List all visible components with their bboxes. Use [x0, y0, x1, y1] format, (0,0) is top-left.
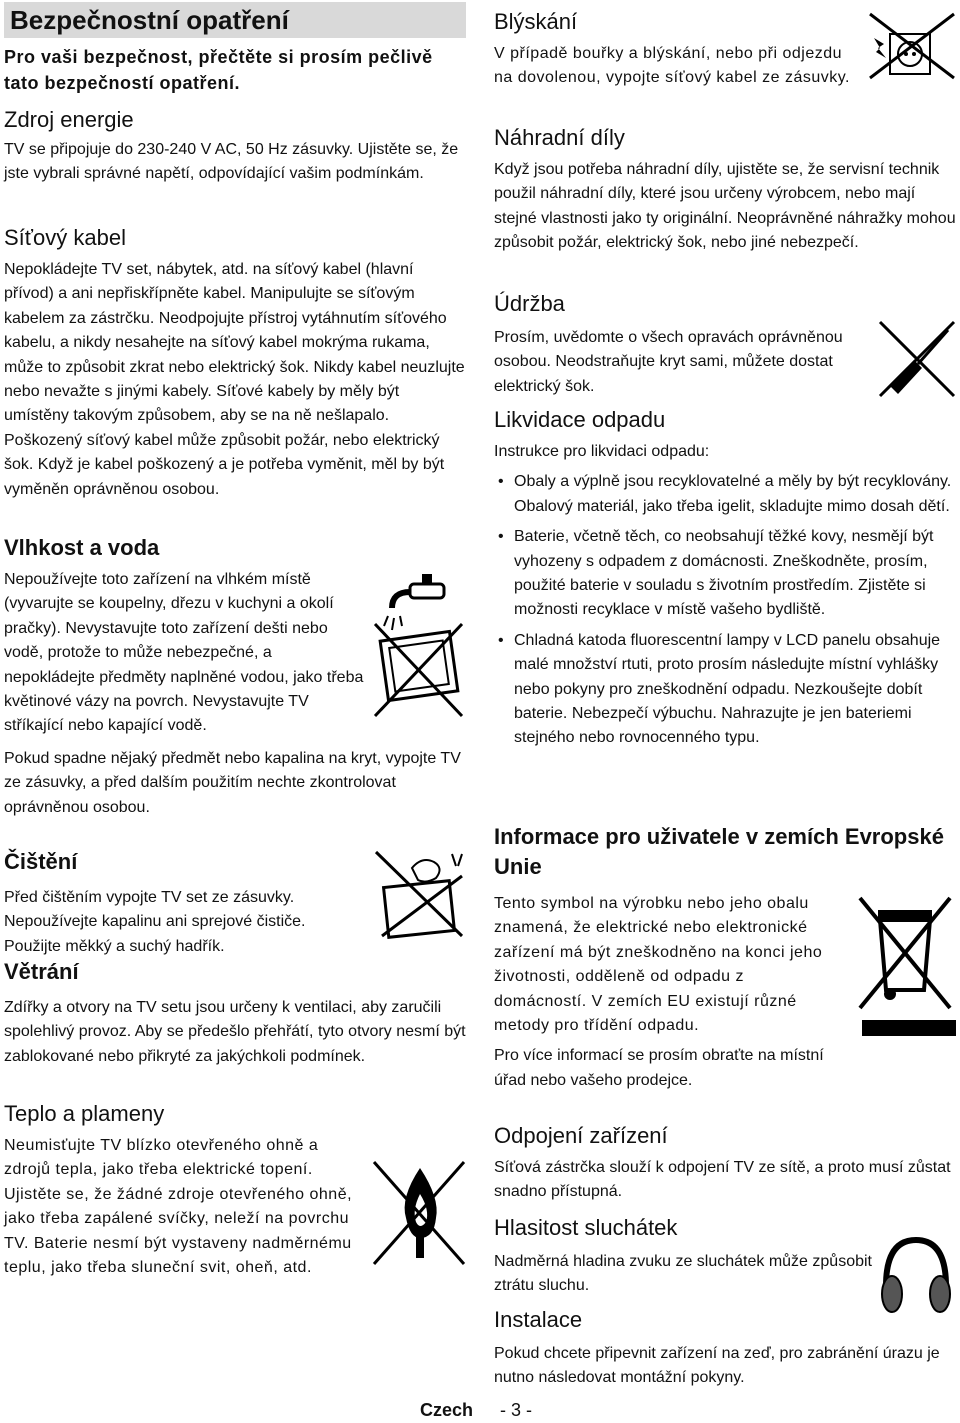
lightning-plug-icon [866, 10, 958, 82]
intro-text: Pro vaši bezpečnost, přečtěte si prosím pečlivě tato bezpečností opatření. [4, 47, 433, 93]
section-title: Teplo a plameny [4, 1101, 165, 1126]
section-text: Zdířky a otvory na TV setu jsou určeny k ventilaci, aby zaručili spolehlivý provoz. Aby se předešlo přehřátí, tyto otvory nesmí být zablokované nebo přikryté za jakýchkoli podmínek. [4, 999, 466, 1065]
list-item: • Obaly a výplně jsou recyklovatelné a měly by být recyklovány. Obalový materiál, jako třeba igelit, skladujte mimo dosah dětí. [494, 470, 958, 519]
candle-fire-crossed-icon [370, 1158, 468, 1268]
section-text: Když jsou potřeba náhradní díly, ujistěte se, že servisní technik použil náhradní díly, které jsou určeny výrobcem, nebo mají stejné vlastnosti jako ty originální. Neoprávněné náhražky mohou způsobit požár, elektrický šok, nebo jiné nebezpečí. [494, 161, 956, 252]
disposal-list [494, 470, 958, 750]
section-text: Prosím, uvědomte o všech opravách oprávněnou osobou. Neodstraňujte kryt sami, můžete dostat elektrický šok. [494, 329, 843, 395]
section-title: Vlhkost a voda [4, 535, 160, 560]
section-text: Tento symbol na výrobku nebo jeho obalu znamená, že elektrické nebo elektronické zařízení má být zneškodněno na konci jeho životnosti, odděleně od odpadu z domácností. V zemích EU existují různé metody pro třídění odpadu. [494, 895, 823, 1035]
section-text: Před čištěním vypojte TV set ze zásuvky. Nepoužívejte kapalinu ani sprejové čističe. Použijte měkký a suchý hadřík. [4, 889, 306, 955]
section-title: Síťový kabel [4, 225, 126, 250]
section-headphones [494, 1214, 874, 1299]
list-item: • Baterie, včetně těch, co neobsahují těžké kovy, nesmějí být vyhozeny s odpadem z domácnosti. Zneškodněte, prosím, použité baterie v souladu s životním prostředím. Zjistěte si možnosti recyklace v místě vašeho bydliště. [494, 525, 958, 623]
section-text: Nepokládejte TV set, nábytek, atd. na síťový kabel (hlavní přívod) a ani nepřiskřípněte kabel. Manipulujte se síťovým kabelem za zástrčku. Neodpojujte přístroj vytáhnutím síťového kabelu, a nikdy nesahejte na síťový kabel mokrýma rukama, může to způsobit zkrat nebo elektrický šok. Nikdy kabel neuzlujte nebo nevažte s jinými kabely. Síťové kabely by měly být umístěny takovým způsobem, aby se na ně nešlapalo. Poškozený síťový kabel může způsobit požár, nebo elektrický šok. Když je kabel poškozený a je potřeba vyměnit, měl by být vyměněn oprávněnou osobou. [4, 261, 465, 498]
intro-block [4, 44, 466, 96]
section-lightning [494, 8, 864, 91]
section-title: Čištění [4, 849, 78, 874]
section-text: Neumisťujte TV blízko otevřeného ohně a zdrojů tepla, jako třeba elektrické topení. Ujistěte se, že žádné zdroje otevřeného ohně, jako třeba zapálené svíčky, neleží na povrchu TV. Baterie nesmí být vystaveny nadměrnému teplu, jako třeba sluneční svit, oheň, atd. [4, 1137, 353, 1277]
section-title: Blýskání [494, 9, 578, 34]
section-title: Odpojení zařízení [494, 1123, 668, 1148]
footer-language: Czech [420, 1400, 474, 1420]
title-banner [4, 2, 466, 38]
section-text: TV se připojuje do 230-240 V AC, 50 Hz zásuvky. Ujistěte se, že jste vybrali správné napětí, odpovídající vašim podmínkám. [4, 141, 459, 183]
section-title: Hlasitost sluchátek [494, 1215, 678, 1240]
faucet-tv-crossed-icon [370, 566, 470, 726]
page-number: - 3 - [500, 1400, 533, 1420]
section-title: Instalace [494, 1307, 583, 1332]
section-text-2: Pokud spadne nějaký předmět nebo kapalina na kryt, vypojte TV ze zásuvky, a před dalším použitím nechte zkontrolovat oprávněnou osobou. [4, 749, 461, 816]
section-title: Likvidace odpadu [494, 407, 666, 432]
section-text-2: Pro více informací se prosím obraťte na místní úřad nebo vašeho prodejce. [494, 1047, 824, 1089]
wheelie-bin-crossed-icon [852, 890, 958, 1042]
section-title: Informace pro uživatele v zemích Evropské Unie [494, 824, 944, 879]
section-text: Nepoužívejte toto zařízení na vlhkém místě (vyvarujte se koupelny, dřezu v kuchyni a okolí pračky). Nevystavujte toto zařízení dešti nebo vodě, protože to může nebezpečné, a nepokládejte předměty naplněné vodou, jako třeba květinové vázy na povrch. Nevystavujte TV stříkající nebo kapající vodě. [4, 571, 364, 735]
screwdriver-crossed-icon [876, 312, 958, 400]
section-title: Náhradní díly [494, 125, 625, 150]
page-title: Bezpečnostní opatření [10, 5, 289, 35]
section-text: Síťová zástrčka slouží k odpojení TV ze sítě, a proto musí zůstat snadno přístupná. [494, 1159, 951, 1201]
section-disposal [494, 406, 958, 757]
section-text: V případě bouřky a blýskání, nebo při odjezdu na dovolenou, vypojte síťový kabel ze zásuvky. [494, 45, 850, 87]
section-title: Zdroj energie [4, 107, 134, 132]
section-disconnect [494, 1122, 958, 1205]
section-text: Nadměrná hladina zvuku ze sluchátek může způsobit ztrátu sluchu. [494, 1253, 872, 1295]
section-parts [494, 124, 958, 256]
section-intro: Instrukce pro likvidaci odpadu: [494, 443, 710, 460]
section-power [4, 106, 466, 187]
section-install [494, 1306, 958, 1391]
section-title: Údržba [494, 291, 565, 316]
section-maintenance [494, 290, 864, 399]
section-text: Pokud chcete připevnit zařízení na zeď, pro zabránění úrazu je nutno následovat montážní pokyny. [494, 1345, 940, 1387]
section-title: Větrání [4, 959, 79, 984]
cleaning-spray-crossed-icon [372, 848, 468, 940]
list-item: • Chladná katoda fluorescentní lampy v LCD panelu obsahuje malé množství rtuti, proto prosím následujte místní vyhlášky nebo pokyny pro zneškodnění odpadu. Nezkoušejte dobít baterie. Nebezpečí výbuchu. Nahrazujte je jen bateriemi stejného nebo rovnocenného typu. [494, 629, 958, 751]
section-cable [4, 224, 466, 502]
section-ventilation [4, 958, 466, 1069]
